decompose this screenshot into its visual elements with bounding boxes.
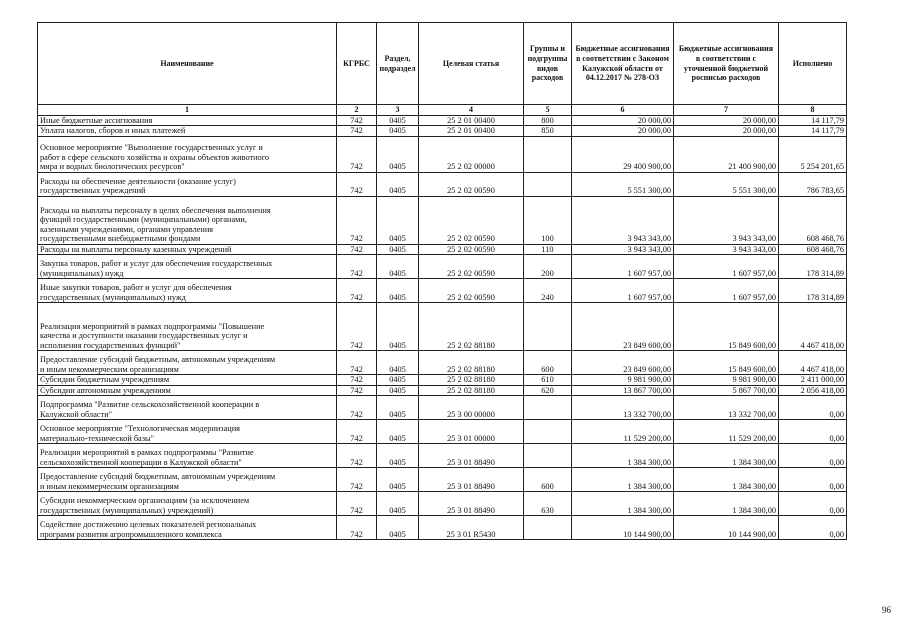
column-number: 3 bbox=[377, 105, 419, 116]
row-budget-law: 29 400 900,00 bbox=[572, 136, 674, 172]
row-group: 610 bbox=[524, 375, 572, 386]
row-group: 110 bbox=[524, 244, 572, 255]
row-target: 25 2 01 00400 bbox=[419, 126, 524, 137]
row-executed: 4 467 418,00 bbox=[779, 303, 847, 351]
row-section: 0405 bbox=[377, 516, 419, 540]
row-section: 0405 bbox=[377, 255, 419, 279]
table-row bbox=[38, 375, 847, 386]
row-executed: 0,00 bbox=[779, 468, 847, 492]
table-row bbox=[38, 279, 847, 303]
row-budget-refined: 5 551 300,00 bbox=[674, 172, 779, 196]
row-kgrbs: 742 bbox=[337, 136, 377, 172]
row-group bbox=[524, 516, 572, 540]
row-budget-refined: 1 384 300,00 bbox=[674, 468, 779, 492]
row-name: Основное мероприятие "Технологическая модернизация материально-технической базы" bbox=[38, 420, 337, 444]
row-budget-law: 13 332 700,00 bbox=[572, 396, 674, 420]
row-group bbox=[524, 172, 572, 196]
row-group: 100 bbox=[524, 196, 572, 244]
column-number: 8 bbox=[779, 105, 847, 116]
row-budget-refined: 11 529 200,00 bbox=[674, 420, 779, 444]
row-budget-law: 1 384 300,00 bbox=[572, 468, 674, 492]
row-executed: 786 783,65 bbox=[779, 172, 847, 196]
row-executed: 608 468,76 bbox=[779, 244, 847, 255]
table-row bbox=[38, 420, 847, 444]
row-budget-refined: 3 943 343,00 bbox=[674, 196, 779, 244]
row-budget-law: 1 384 300,00 bbox=[572, 444, 674, 468]
row-name: Реализация мероприятий в рамках подпрограммы "Развитие сельскохозяйственной кооперации в Калужской области" bbox=[38, 444, 337, 468]
row-section: 0405 bbox=[377, 396, 419, 420]
row-budget-law: 13 867 700,00 bbox=[572, 385, 674, 396]
row-budget-refined: 20 000,00 bbox=[674, 115, 779, 126]
row-group bbox=[524, 136, 572, 172]
row-target: 25 2 02 88180 bbox=[419, 303, 524, 351]
header-kgrbs: КГРБС bbox=[337, 23, 377, 105]
row-target: 25 2 02 88180 bbox=[419, 351, 524, 375]
row-kgrbs: 742 bbox=[337, 375, 377, 386]
row-section: 0405 bbox=[377, 244, 419, 255]
row-target: 25 3 01 88490 bbox=[419, 444, 524, 468]
header-section: Раздел, подраздел bbox=[377, 23, 419, 105]
row-budget-refined: 15 849 600,00 bbox=[674, 351, 779, 375]
row-name: Предоставление субсидий бюджетным, автономным учреждениям и иным некоммерческим организациям bbox=[38, 351, 337, 375]
column-number: 2 bbox=[337, 105, 377, 116]
header-group: Группы и подгруппы видов расходов bbox=[524, 23, 572, 105]
row-executed: 2 056 418,00 bbox=[779, 385, 847, 396]
row-executed: 0,00 bbox=[779, 444, 847, 468]
column-number: 4 bbox=[419, 105, 524, 116]
table-row bbox=[38, 303, 847, 351]
row-budget-refined: 21 400 900,00 bbox=[674, 136, 779, 172]
row-name: Предоставление субсидий бюджетным, автономным учреждениям и иным некоммерческим организациям bbox=[38, 468, 337, 492]
row-executed: 178 314,89 bbox=[779, 255, 847, 279]
row-executed: 178 314,89 bbox=[779, 279, 847, 303]
row-budget-law: 1 607 957,00 bbox=[572, 255, 674, 279]
row-budget-law: 23 849 600,00 bbox=[572, 351, 674, 375]
table-row bbox=[38, 244, 847, 255]
table-row bbox=[38, 351, 847, 375]
row-name: Расходы на выплаты персоналу казенных учреждений bbox=[38, 244, 337, 255]
row-target: 25 3 01 88490 bbox=[419, 492, 524, 516]
row-kgrbs: 742 bbox=[337, 255, 377, 279]
row-budget-refined: 15 849 600,00 bbox=[674, 303, 779, 351]
row-executed: 14 117,79 bbox=[779, 126, 847, 137]
row-target: 25 2 02 00590 bbox=[419, 172, 524, 196]
row-budget-law: 9 981 900,00 bbox=[572, 375, 674, 386]
table-row bbox=[38, 115, 847, 126]
row-section: 0405 bbox=[377, 351, 419, 375]
row-executed: 5 254 201,65 bbox=[779, 136, 847, 172]
row-name: Субсидии автономным учреждениям bbox=[38, 385, 337, 396]
table-row bbox=[38, 196, 847, 244]
row-group bbox=[524, 420, 572, 444]
page-number: 96 bbox=[882, 605, 891, 615]
row-name: Закупка товаров, работ и услуг для обеспечения государственных (муниципальных) нужд bbox=[38, 255, 337, 279]
row-executed: 0,00 bbox=[779, 396, 847, 420]
row-target: 25 2 02 00590 bbox=[419, 255, 524, 279]
row-name: Иные бюджетные ассигнования bbox=[38, 115, 337, 126]
header-row bbox=[38, 23, 847, 105]
header-name: Наименование bbox=[38, 23, 337, 105]
budget-table bbox=[37, 22, 847, 540]
row-group bbox=[524, 303, 572, 351]
row-target: 25 3 01 88490 bbox=[419, 468, 524, 492]
row-budget-refined: 1 607 957,00 bbox=[674, 255, 779, 279]
row-group: 800 bbox=[524, 115, 572, 126]
row-name: Подпрограмма "Развитие сельскохозяйственной кооперации в Калужской области" bbox=[38, 396, 337, 420]
header-executed: Исполнено bbox=[779, 23, 847, 105]
header-budget-law: Бюджетные ассигнования в соответствии с Законом Калужской области от 04.12.2017 № 278-ОЗ bbox=[572, 23, 674, 105]
row-target: 25 2 02 88180 bbox=[419, 375, 524, 386]
row-group: 620 bbox=[524, 385, 572, 396]
row-name: Субсидии бюджетным учреждениям bbox=[38, 375, 337, 386]
row-kgrbs: 742 bbox=[337, 115, 377, 126]
row-executed: 0,00 bbox=[779, 492, 847, 516]
row-section: 0405 bbox=[377, 196, 419, 244]
row-budget-law: 5 551 300,00 bbox=[572, 172, 674, 196]
row-budget-law: 11 529 200,00 bbox=[572, 420, 674, 444]
table-row bbox=[38, 136, 847, 172]
row-name: Основное мероприятие "Выполнение государственных услуг и работ в сфере сельского хозяйства и охраны объектов животного мира и водных биологических ресурсов" bbox=[38, 136, 337, 172]
row-section: 0405 bbox=[377, 303, 419, 351]
row-target: 25 2 02 88180 bbox=[419, 385, 524, 396]
row-section: 0405 bbox=[377, 136, 419, 172]
row-kgrbs: 742 bbox=[337, 351, 377, 375]
table-row bbox=[38, 396, 847, 420]
row-budget-law: 23 849 600,00 bbox=[572, 303, 674, 351]
row-group: 600 bbox=[524, 468, 572, 492]
row-budget-refined: 1 607 957,00 bbox=[674, 279, 779, 303]
row-budget-law: 20 000,00 bbox=[572, 115, 674, 126]
row-group: 240 bbox=[524, 279, 572, 303]
row-section: 0405 bbox=[377, 444, 419, 468]
row-target: 25 3 01 R5430 bbox=[419, 516, 524, 540]
row-kgrbs: 742 bbox=[337, 516, 377, 540]
column-number: 7 bbox=[674, 105, 779, 116]
table-row bbox=[38, 255, 847, 279]
row-kgrbs: 742 bbox=[337, 196, 377, 244]
row-section: 0405 bbox=[377, 492, 419, 516]
column-number-row bbox=[38, 105, 847, 116]
row-name: Расходы на обеспечение деятельности (оказание услуг) государственных учреждений bbox=[38, 172, 337, 196]
row-kgrbs: 742 bbox=[337, 420, 377, 444]
row-kgrbs: 742 bbox=[337, 492, 377, 516]
row-target: 25 2 02 00590 bbox=[419, 279, 524, 303]
row-kgrbs: 742 bbox=[337, 244, 377, 255]
row-section: 0405 bbox=[377, 172, 419, 196]
row-section: 0405 bbox=[377, 126, 419, 137]
row-target: 25 2 01 00400 bbox=[419, 115, 524, 126]
column-number: 6 bbox=[572, 105, 674, 116]
row-budget-law: 3 943 343,00 bbox=[572, 196, 674, 244]
row-group: 630 bbox=[524, 492, 572, 516]
row-kgrbs: 742 bbox=[337, 126, 377, 137]
row-group bbox=[524, 396, 572, 420]
row-budget-law: 1 384 300,00 bbox=[572, 492, 674, 516]
table-row bbox=[38, 492, 847, 516]
row-section: 0405 bbox=[377, 385, 419, 396]
row-section: 0405 bbox=[377, 420, 419, 444]
row-name: Уплата налогов, сборов и иных платежей bbox=[38, 126, 337, 137]
row-budget-law: 10 144 900,00 bbox=[572, 516, 674, 540]
row-executed: 0,00 bbox=[779, 516, 847, 540]
column-number: 1 bbox=[38, 105, 337, 116]
table-row bbox=[38, 468, 847, 492]
row-name: Содействие достижению целевых показателей региональных программ развития агропромышленного комплекса bbox=[38, 516, 337, 540]
row-budget-refined: 3 943 343,00 bbox=[674, 244, 779, 255]
row-target: 25 2 02 00590 bbox=[419, 196, 524, 244]
header-budget-refined: Бюджетные ассигнования в соответствии с уточненной бюджетной росписью расходов bbox=[674, 23, 779, 105]
row-kgrbs: 742 bbox=[337, 172, 377, 196]
row-kgrbs: 742 bbox=[337, 303, 377, 351]
row-section: 0405 bbox=[377, 375, 419, 386]
row-name: Реализация мероприятий в рамках подпрограммы "Повышение качества и доступности оказания государственных услуг и исполнения государственных функций" bbox=[38, 303, 337, 351]
row-budget-refined: 1 384 300,00 bbox=[674, 492, 779, 516]
row-kgrbs: 742 bbox=[337, 468, 377, 492]
row-executed: 608 468,76 bbox=[779, 196, 847, 244]
table-row bbox=[38, 126, 847, 137]
row-budget-refined: 20 000,00 bbox=[674, 126, 779, 137]
row-name: Расходы на выплаты персоналу в целях обеспечения выполнения функций государственными (муниципальными) органами, казенными учреждениями, органами управления государственными внебюджетными фондами bbox=[38, 196, 337, 244]
table-row bbox=[38, 172, 847, 196]
row-kgrbs: 742 bbox=[337, 396, 377, 420]
row-budget-refined: 13 332 700,00 bbox=[674, 396, 779, 420]
row-kgrbs: 742 bbox=[337, 279, 377, 303]
row-target: 25 2 02 00000 bbox=[419, 136, 524, 172]
row-name: Иные закупки товаров, работ и услуг для обеспечения государственных (муниципальных) нужд bbox=[38, 279, 337, 303]
row-name: Субсидии некоммерческим организациям (за исключением государственных (муниципальных) учреждений) bbox=[38, 492, 337, 516]
row-budget-law: 20 000,00 bbox=[572, 126, 674, 137]
row-executed: 14 117,79 bbox=[779, 115, 847, 126]
row-group: 850 bbox=[524, 126, 572, 137]
row-kgrbs: 742 bbox=[337, 385, 377, 396]
row-section: 0405 bbox=[377, 468, 419, 492]
row-budget-law: 1 607 957,00 bbox=[572, 279, 674, 303]
table-row bbox=[38, 516, 847, 540]
row-section: 0405 bbox=[377, 279, 419, 303]
row-group: 600 bbox=[524, 351, 572, 375]
row-budget-refined: 9 981 900,00 bbox=[674, 375, 779, 386]
table-row bbox=[38, 385, 847, 396]
table-row bbox=[38, 444, 847, 468]
row-group: 200 bbox=[524, 255, 572, 279]
row-kgrbs: 742 bbox=[337, 444, 377, 468]
row-executed: 4 467 418,00 bbox=[779, 351, 847, 375]
header-target: Целевая статья bbox=[419, 23, 524, 105]
row-executed: 2 411 000,00 bbox=[779, 375, 847, 386]
row-budget-law: 3 943 343,00 bbox=[572, 244, 674, 255]
row-target: 25 3 00 00000 bbox=[419, 396, 524, 420]
row-group bbox=[524, 444, 572, 468]
row-target: 25 3 01 00000 bbox=[419, 420, 524, 444]
row-budget-refined: 5 867 700,00 bbox=[674, 385, 779, 396]
row-budget-refined: 10 144 900,00 bbox=[674, 516, 779, 540]
row-target: 25 2 02 00590 bbox=[419, 244, 524, 255]
row-executed: 0,00 bbox=[779, 420, 847, 444]
row-section: 0405 bbox=[377, 115, 419, 126]
row-budget-refined: 1 384 300,00 bbox=[674, 444, 779, 468]
column-number: 5 bbox=[524, 105, 572, 116]
